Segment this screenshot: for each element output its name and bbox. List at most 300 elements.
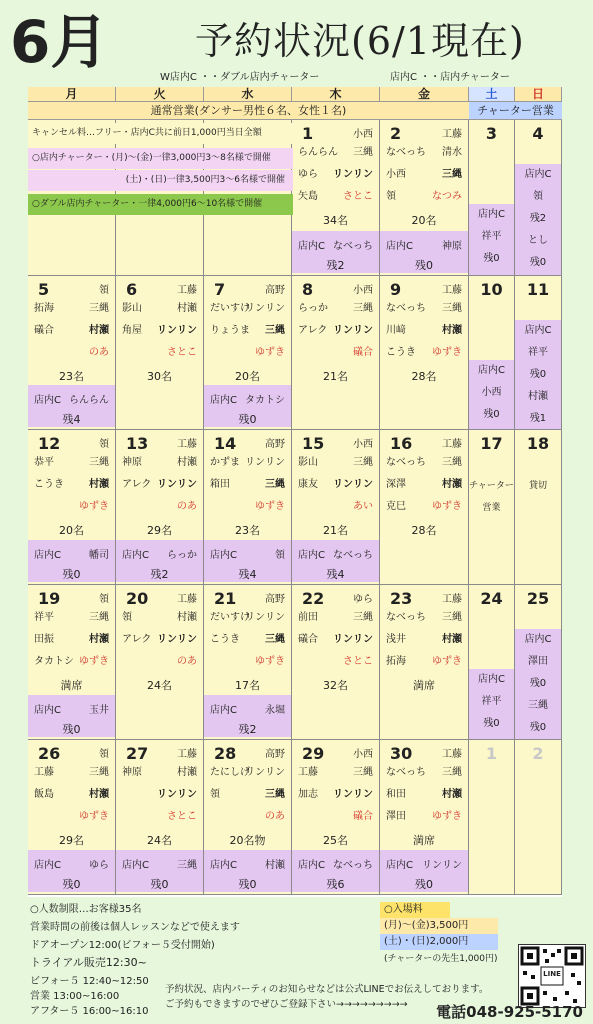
calendar-grid <box>28 87 562 897</box>
dancer-name: なべっち <box>386 457 426 468</box>
dancer-name: 加志 <box>298 789 318 800</box>
dancer-name: 三縄 <box>442 612 462 623</box>
phone-number[interactable]: 電話048-925-5170 <box>436 1003 583 1021</box>
dancer-name: 箱田 <box>210 479 230 490</box>
charter-slot <box>380 231 468 273</box>
charter-type: 店内C <box>210 550 237 561</box>
dancer-name: 領 <box>210 789 220 800</box>
reservation-count: 満席 <box>413 834 435 847</box>
qr-line-label: LINE <box>543 970 561 978</box>
day-number: 24 <box>480 589 503 608</box>
charter-slot <box>116 850 203 892</box>
charter-entry: 祥平 <box>481 231 502 242</box>
dancer-name: だいすけ <box>210 303 250 314</box>
dancer-name: こうき <box>386 347 416 358</box>
dancer-name: タカトシ <box>34 656 74 667</box>
dancer-name: リンリン <box>245 767 285 778</box>
charter-entry: 祥平 <box>528 347 548 358</box>
charter-remaining: 残2 <box>150 568 169 581</box>
dancer-name: アレク <box>298 325 328 336</box>
dancer-name: ゆずき <box>255 347 285 358</box>
reservation-count: 34名 <box>323 214 348 227</box>
charter-entry: 店内C <box>478 365 505 376</box>
charter-slot <box>116 540 203 582</box>
charter-host: なべっち <box>333 241 373 252</box>
charter-entry: 残0 <box>529 369 547 380</box>
fee-title: ○入場料 <box>380 902 450 918</box>
charter-host: 幡司 <box>89 550 109 561</box>
dancer-name: リンリン <box>157 789 197 800</box>
dancer-name: リンリン <box>333 479 373 490</box>
charter-host: らっか <box>167 550 197 561</box>
day-number: 17 <box>480 434 503 453</box>
instructor-name: 高野 <box>265 439 285 450</box>
day-number: 2 <box>532 744 544 763</box>
dancer-name: 澤田 <box>386 811 406 822</box>
day-cell <box>292 430 380 585</box>
charter-remaining: 残6 <box>326 878 345 891</box>
charter-type: 店内C <box>298 241 325 252</box>
charter-entry: 領 <box>533 191 543 202</box>
reservation-count: 満席 <box>413 679 435 692</box>
notice-line: キャンセル料…フリー・店内C共に前日1,000円当日全額 <box>28 123 293 144</box>
charter-type: 店内C <box>386 241 413 252</box>
day-cell <box>292 120 380 276</box>
day-cell <box>28 430 116 585</box>
notice-line: ○店内チャーター・(月)～(金)一律3,000円3～8名様で開催 <box>28 148 293 169</box>
dancer-name: 村瀬 <box>442 634 462 645</box>
schedule-before: ビフォー５ 12:40~12:50 <box>30 976 149 987</box>
schedule-main: 営業 13:00~16:00 <box>30 991 120 1002</box>
dancer-name: 康友 <box>298 479 318 490</box>
dancer-name: 拓海 <box>34 303 54 314</box>
fee-weekday: (月)～(金)3,500円 <box>380 918 498 934</box>
dancer-name: リンリン <box>245 457 285 468</box>
dancer-name: あい <box>353 501 373 512</box>
door-open-note: ドアオープン12:00(ビフォー５受付開始) <box>30 940 215 951</box>
line-register-info: ご予約もできますのでぜひご登録下さい→→→→→→→→→ <box>165 999 408 1010</box>
day-cell <box>515 430 562 585</box>
charter-entry: 澤田 <box>528 656 548 667</box>
instructor-name: 工藤 <box>442 594 462 605</box>
dancer-name: 三縄 <box>265 789 285 800</box>
dancer-name: なべっち <box>386 767 426 778</box>
dancer-name: さとこ <box>343 656 373 667</box>
dancer-name: 祥平 <box>34 612 54 623</box>
dancer-name: 影山 <box>122 303 142 314</box>
dancer-name: 村瀬 <box>89 479 109 490</box>
charter-remaining: 残2 <box>238 723 257 736</box>
reservation-count: 20名物 <box>229 834 266 847</box>
dancer-name: 礒合 <box>353 347 373 358</box>
charter-host: なべっち <box>333 860 373 871</box>
dancer-name: 三縄 <box>353 147 373 158</box>
dancer-name: 三縄 <box>353 457 373 468</box>
dancer-name: 工藤 <box>298 767 318 778</box>
day-number: 23 <box>390 589 413 608</box>
day-cell <box>292 740 380 895</box>
charter-type: 店内C <box>34 550 61 561</box>
instructor-name: 工藤 <box>442 129 462 140</box>
charter-entry: 残0 <box>529 257 547 268</box>
charter-remaining: 残4 <box>238 568 257 581</box>
dancer-name: のあ <box>177 501 197 512</box>
dancer-name: 村瀬 <box>89 634 109 645</box>
charter-type: 店内C <box>34 860 61 871</box>
reservation-count: 28名 <box>411 370 437 383</box>
weekday-header: 日 <box>515 87 562 102</box>
day-cell <box>469 276 515 430</box>
dancer-name: 領 <box>122 612 132 623</box>
weekday-header: 火 <box>116 87 204 102</box>
dancer-name: なべっち <box>386 303 426 314</box>
dancer-name: リンリン <box>333 789 373 800</box>
charter-entry: 三縄 <box>528 700 548 711</box>
day-number: 26 <box>38 744 61 763</box>
day-cell <box>380 276 469 430</box>
instructor-name: 小西 <box>353 285 373 296</box>
charter-slot <box>204 540 291 582</box>
dancer-name: ゆら <box>298 169 318 180</box>
weekday-header: 木 <box>292 87 380 102</box>
charter-entry: 残0 <box>529 722 547 733</box>
dancer-name: 三縄 <box>442 303 462 314</box>
reservation-count: 17名 <box>235 679 260 692</box>
day-cell <box>380 120 469 276</box>
charter-entry: 店内C <box>524 169 552 180</box>
dancer-name: リンリン <box>333 634 373 645</box>
dancer-name: 三縄 <box>265 479 285 490</box>
day-cell <box>204 276 292 430</box>
charter-slot <box>28 695 115 737</box>
charter-host: リンリン <box>422 860 462 871</box>
charter-remaining: 残0 <box>238 878 257 891</box>
fee-weekend: (土)・(日)2,000円 <box>380 934 498 950</box>
dancer-name: ゆずき <box>432 501 462 512</box>
dancer-name: さとこ <box>167 811 197 822</box>
charter-type: 店内C <box>34 395 61 406</box>
month-heading: 6月 <box>10 8 109 76</box>
dancer-name: 三縄 <box>89 767 109 778</box>
charter-host: 玉井 <box>89 705 109 716</box>
day-cell <box>469 430 515 585</box>
day-number: 13 <box>126 434 149 453</box>
dancer-name: 拓海 <box>386 656 406 667</box>
charter-remaining: 残4 <box>62 413 81 426</box>
dancer-name: ゆずき <box>79 811 109 822</box>
dancer-name: 飯島 <box>34 789 54 800</box>
day-cell <box>515 276 562 430</box>
day-number: 7 <box>214 280 226 299</box>
dancer-name: らっか <box>298 303 328 314</box>
charter-slot <box>292 850 379 892</box>
day-cell <box>204 585 292 740</box>
instructor-name: 工藤 <box>442 285 462 296</box>
day-number: 5 <box>38 280 50 299</box>
charter-entry: 残0 <box>483 409 500 420</box>
weekday-header: 土 <box>469 87 515 102</box>
day-number: 12 <box>38 434 61 453</box>
dancer-name: さとこ <box>167 347 197 358</box>
charter-type: 店内C <box>122 550 149 561</box>
day-number: 18 <box>526 434 550 453</box>
dancer-name: 清水 <box>442 147 462 158</box>
page-title: 予約状況(6/1現在) <box>195 19 525 63</box>
weekend-status: 営業 <box>482 503 501 513</box>
dancer-name: ゆずき <box>432 656 462 667</box>
dancer-name: 恭平 <box>34 457 54 468</box>
charter-host: 永堀 <box>265 705 285 716</box>
legend-charter: 店内C ・・店内チャーター <box>390 72 510 83</box>
dancer-name: 村瀬 <box>177 767 197 778</box>
charter-entry: 店内C <box>478 209 505 220</box>
dancer-name: 領 <box>386 191 396 202</box>
charter-host: 三縄 <box>177 860 197 871</box>
day-number: 3 <box>485 124 498 143</box>
dancer-name: ゆずき <box>432 347 462 358</box>
dancer-name: 克巳 <box>386 501 406 512</box>
line-info: 予約状況、店内パーティのお知らせなどは公式LINEでお伝えしております。 <box>165 984 489 995</box>
day-cell <box>116 585 204 740</box>
reservation-count: 28名 <box>411 524 437 537</box>
line-qr-code[interactable] <box>518 944 586 1008</box>
dancer-name: 村瀬 <box>89 325 109 336</box>
dancer-name: 角屋 <box>122 325 142 336</box>
day-number: 29 <box>302 744 325 763</box>
instructor-name: 高野 <box>265 594 285 605</box>
charter-host: ゆら <box>89 860 109 871</box>
day-number: 1 <box>485 744 498 763</box>
day-cell <box>28 585 116 740</box>
charter-slot <box>204 385 291 427</box>
dancer-name: こうき <box>210 634 240 645</box>
charter-slot <box>204 695 291 737</box>
reservation-count: 23名 <box>59 370 84 383</box>
dancer-name: 工藤 <box>34 767 54 778</box>
trial-note: トライアル販売12:30~ <box>30 956 147 969</box>
dancer-name: リンリン <box>333 325 373 336</box>
charter-type: 店内C <box>210 860 237 871</box>
dancer-name: ゆずき <box>79 656 109 667</box>
charter-slot <box>204 850 291 892</box>
reservation-count: 30名 <box>147 370 172 383</box>
charter-remaining: 残0 <box>415 259 433 272</box>
dancer-name: 小西 <box>386 169 406 180</box>
day-cell <box>515 740 562 895</box>
dancer-name: たにしげ <box>210 767 250 778</box>
day-cell <box>469 740 515 895</box>
reservation-count: 29名 <box>147 524 172 537</box>
dancer-name: 村瀬 <box>89 789 109 800</box>
notice-line: (土)・(日)一律3,500円3～6名様で開催 <box>28 170 293 191</box>
instructor-name: 工藤 <box>177 439 197 450</box>
day-cell <box>380 585 469 740</box>
dancer-name: こうき <box>34 479 64 490</box>
charter-host: らんらん <box>69 395 109 406</box>
dancer-name: なべっち <box>386 612 426 623</box>
legend-double-charter: W店内C ・・ダブル店内チャーター <box>160 72 320 83</box>
dancer-name: なべっち <box>386 147 426 158</box>
day-cell <box>292 276 380 430</box>
dancer-name: 三縄 <box>442 767 462 778</box>
day-cell <box>515 585 562 740</box>
dancer-name: ゆずき <box>255 501 285 512</box>
day-number: 1 <box>302 124 314 143</box>
instructor-name: 高野 <box>265 749 285 760</box>
dancer-name: 礒合 <box>353 811 373 822</box>
weekday-header: 月 <box>28 87 116 102</box>
dancer-name: 三縄 <box>89 303 109 314</box>
day-number: 9 <box>390 280 402 299</box>
day-number: 16 <box>390 434 413 453</box>
dancer-name: 影山 <box>298 457 318 468</box>
weekday-header: 水 <box>204 87 292 102</box>
day-number: 25 <box>526 589 550 608</box>
charter-entry: 祥平 <box>481 696 502 707</box>
dancer-name: 深澤 <box>386 479 406 490</box>
day-number: 19 <box>38 589 61 608</box>
charter-business-banner: チャーター営業 <box>469 102 562 120</box>
day-number: 15 <box>302 434 325 453</box>
weekday-header: 金 <box>380 87 469 102</box>
instructor-name: 工藤 <box>442 749 462 760</box>
instructor-name: 小西 <box>353 749 373 760</box>
day-cell <box>469 585 515 740</box>
charter-entry: 村瀬 <box>528 391 548 402</box>
dancer-name: 村瀬 <box>442 325 462 336</box>
dancer-name: のあ <box>89 347 109 358</box>
instructor-name: 工藤 <box>177 285 197 296</box>
dancer-name: 神原 <box>122 767 142 778</box>
charter-slot <box>292 231 379 273</box>
dancer-name: 三縄 <box>89 457 109 468</box>
dancer-name: ゆずき <box>432 811 462 822</box>
dancer-name: のあ <box>177 656 197 667</box>
charter-type: 店内C <box>298 550 325 561</box>
day-number: 22 <box>302 589 325 608</box>
charter-entry: とし <box>528 235 548 246</box>
dancer-name: 村瀬 <box>177 457 197 468</box>
dancer-name: 三縄 <box>89 612 109 623</box>
charter-host: なべっち <box>333 550 373 561</box>
charter-remaining: 残0 <box>415 878 433 891</box>
dancer-name: 三縄 <box>353 767 373 778</box>
dancer-name: 礒合 <box>34 325 54 336</box>
instructor-name: 小西 <box>353 439 373 450</box>
charter-entry: 残1 <box>529 413 547 424</box>
dancer-name: 三縄 <box>265 634 285 645</box>
charter-entry: 店内C <box>524 634 552 645</box>
charter-remaining: 残0 <box>62 568 81 581</box>
dancer-name: 村瀬 <box>442 479 462 490</box>
reservation-count: 23名 <box>235 524 260 537</box>
day-cell <box>28 276 116 430</box>
instructor-name: 工藤 <box>177 594 197 605</box>
dancer-name: リンリン <box>245 612 285 623</box>
reservation-count: 25名 <box>323 834 348 847</box>
dancer-name: かずま <box>210 457 240 468</box>
dancer-name: だいすけ <box>210 612 250 623</box>
instructor-name: ゆら <box>353 594 373 605</box>
instructor-name: 工藤 <box>442 439 462 450</box>
charter-remaining: 残2 <box>326 259 345 272</box>
instructor-name: 工藤 <box>177 749 197 760</box>
charter-slot <box>292 540 379 582</box>
charter-entry: 店内C <box>524 325 552 336</box>
day-number: 28 <box>214 744 237 763</box>
instructor-name: 小西 <box>353 129 373 140</box>
dancer-name: 三縄 <box>353 303 373 314</box>
charter-slot <box>380 850 468 892</box>
day-number: 4 <box>532 124 544 143</box>
dancer-name: リンリン <box>157 634 197 645</box>
dancer-name: 田振 <box>34 634 54 645</box>
dancer-name: ゆずき <box>79 501 109 512</box>
day-number: 27 <box>126 744 149 763</box>
dancer-name: 神原 <box>122 457 142 468</box>
day-cell <box>116 430 204 585</box>
notice-line: ○ダブル店内チャーター・一律4,000円6～10名様で開催 <box>28 194 293 215</box>
day-number: 6 <box>126 280 138 299</box>
charter-type: 店内C <box>122 860 149 871</box>
dancer-name: 礒合 <box>298 634 318 645</box>
charter-type: 店内C <box>298 860 325 871</box>
dancer-name: リンリン <box>333 169 373 180</box>
day-cell <box>116 740 204 895</box>
weekend-status: 貸切 <box>528 481 547 491</box>
charter-host: 領 <box>275 550 285 561</box>
day-cell <box>116 276 204 430</box>
dancer-name: 村瀬 <box>442 789 462 800</box>
charter-entry: 残0 <box>483 253 500 264</box>
charter-remaining: 残0 <box>62 878 81 891</box>
regular-business-banner: 通常営業(ダンサー男性６名、女性１名) <box>28 102 469 120</box>
day-cell <box>515 120 562 276</box>
dancer-name: 三縄 <box>442 169 462 180</box>
day-cell <box>28 740 116 895</box>
dancer-name: 浅井 <box>386 634 406 645</box>
dancer-name: なつみ <box>432 191 462 202</box>
charter-type: 店内C <box>34 705 61 716</box>
charter-remaining: 残4 <box>326 568 345 581</box>
charter-type: 店内C <box>386 860 413 871</box>
charter-type: 店内C <box>210 395 237 406</box>
day-number: 20 <box>126 589 149 608</box>
dancer-name: 三縄 <box>265 325 285 336</box>
dancer-name: さとこ <box>343 191 373 202</box>
dancer-name: アレク <box>122 479 152 490</box>
dancer-name: 和田 <box>386 789 406 800</box>
reservation-count: 20名 <box>411 214 437 227</box>
day-cell <box>292 585 380 740</box>
dancer-name: 矢島 <box>298 191 318 202</box>
dancer-name: のあ <box>265 811 285 822</box>
dancer-name: 村瀬 <box>177 612 197 623</box>
fee-note: (チャーターの先生1,000円) <box>384 954 498 964</box>
instructor-name: 領 <box>99 439 109 450</box>
dancer-name: リンリン <box>157 479 197 490</box>
charter-host: 村瀬 <box>265 860 285 871</box>
dancer-name: 川﨑 <box>386 325 406 336</box>
dancer-name: 村瀬 <box>177 303 197 314</box>
day-cell <box>380 430 469 585</box>
dancer-name: ゆずき <box>255 656 285 667</box>
day-cell <box>380 740 469 895</box>
charter-entry: 残2 <box>529 213 547 224</box>
day-number: 2 <box>390 124 402 143</box>
charter-type: 店内C <box>210 705 237 716</box>
capacity-note: ○人数制限…お客様35名 <box>30 904 142 915</box>
